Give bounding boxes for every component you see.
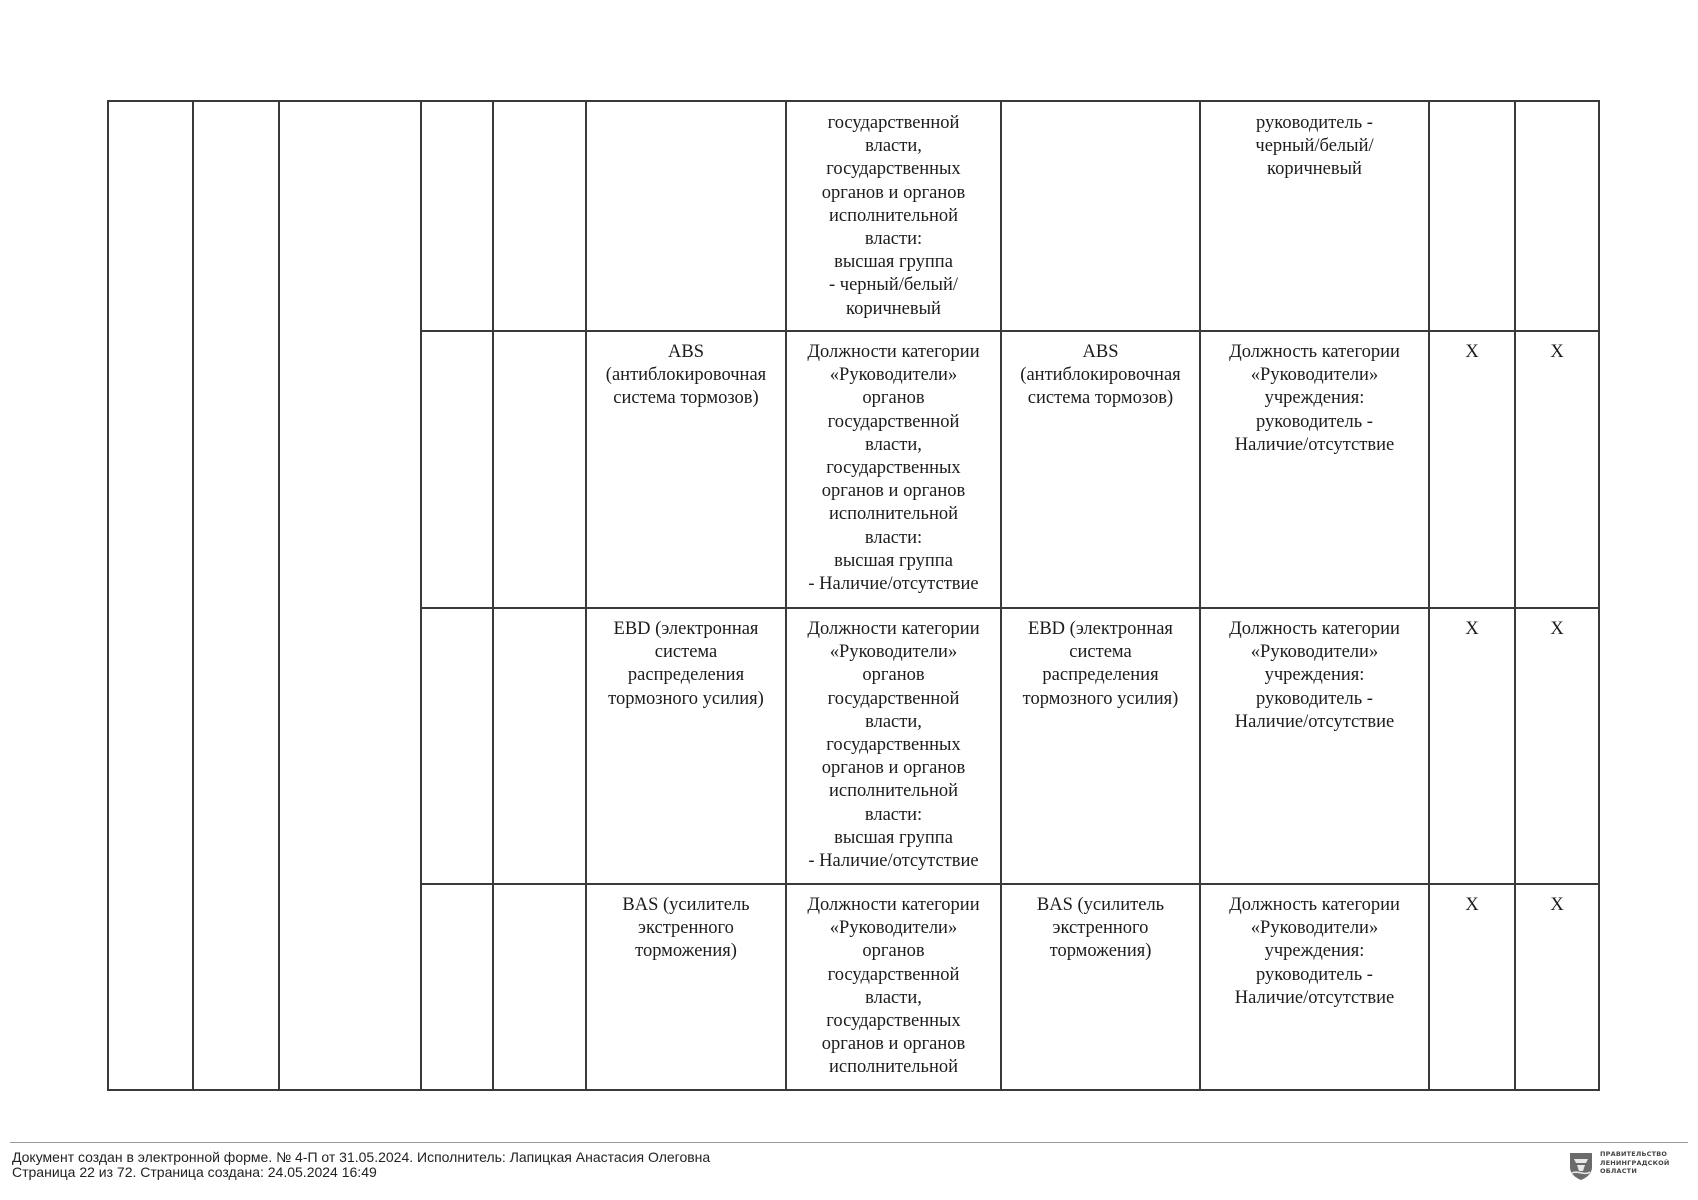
table-col-line: [420, 100, 422, 1091]
table-cell: руководитель - черный/белый/ коричневый: [1255, 113, 1374, 180]
table-cell: BAS (усилитель экстренного торможения): [622, 895, 750, 962]
table-row-line: [420, 883, 1600, 885]
logo-caption-line: ПРАВИТЕЛЬСТВО: [1600, 1150, 1668, 1158]
footer-document-info: Документ создан в электронной форме. № 4-П от 31.05.2024. Исполнитель: Лапицкая Анастасия Олеговна: [12, 1149, 711, 1165]
table-cell: государственной власти, государственных органов и органов исполнительной власти: высшая группа - черный/белый/ коричневый: [821, 113, 966, 319]
table-cell: X: [1465, 342, 1479, 362]
table-col-line: [1598, 100, 1600, 1091]
footer-page-info: Страница 22 из 72. Страница создана: 24.05.2024 16:49: [12, 1164, 377, 1180]
table-col-line: [192, 100, 194, 1091]
table-cell: ABS (антиблокировочная система тормозов): [1020, 342, 1181, 409]
table-cell: ABS (антиблокировочная система тормозов): [605, 342, 767, 409]
logo-caption-line: ОБЛАСТИ: [1600, 1167, 1637, 1175]
table-cell: Должности категории «Руководители» органов государственной власти, государственных органов и органов исполнительной: [807, 895, 980, 1078]
table-cell: [587, 112, 785, 328]
table-cell: X: [1550, 342, 1564, 362]
table-col-line: [492, 100, 494, 1091]
footer-divider: [10, 1142, 1688, 1143]
logo-caption-line: ЛЕНИНГРАДСКОЙ: [1600, 1158, 1670, 1167]
logo-caption: [1600, 1150, 1670, 1176]
table-border-bottom: [107, 1089, 1600, 1091]
table-cell: [1516, 112, 1598, 328]
table-cell: Должность категории «Руководители» учреждения: руководитель - Наличие/отсутствие: [1229, 342, 1400, 455]
table-cell: Должность категории «Руководители» учреждения: руководитель - Наличие/отсутствие: [1229, 619, 1400, 732]
table-cell: [1430, 112, 1514, 328]
table-cell: Должности категории «Руководители» органов государственной власти, государственных органов и органов исполнительной власти: высшая группа - Наличие/отсутствие: [807, 342, 980, 595]
table-row-line: [420, 607, 1600, 609]
table-cell: EBD (электронная система распределения тормозного усилия): [608, 619, 764, 709]
table-cell: X: [1550, 895, 1564, 915]
table-cell: X: [1550, 619, 1564, 639]
table-row-line: [420, 330, 1600, 332]
table-cell: Должность категории «Руководители» учреждения: руководитель - Наличие/отсутствие: [1229, 895, 1400, 1008]
table-cell: BAS (усилитель экстренного торможения): [1036, 895, 1165, 962]
table-border-top: [107, 100, 1600, 102]
table-cell: [1002, 112, 1199, 328]
coat-of-arms-icon: [1568, 1151, 1594, 1181]
table-cell: EBD (электронная система распределения тормозного усилия): [1022, 619, 1179, 709]
table-cell: X: [1465, 895, 1479, 915]
table-cell: Должности категории «Руководители» органов государственной власти, государственных органов и органов исполнительной власти: высшая группа - Наличие/отсутствие: [807, 619, 980, 872]
government-logo: [1568, 1149, 1688, 1185]
table-cell: X: [1465, 619, 1479, 639]
table-col-line: [278, 100, 280, 1091]
table-col-line: [107, 100, 109, 1091]
